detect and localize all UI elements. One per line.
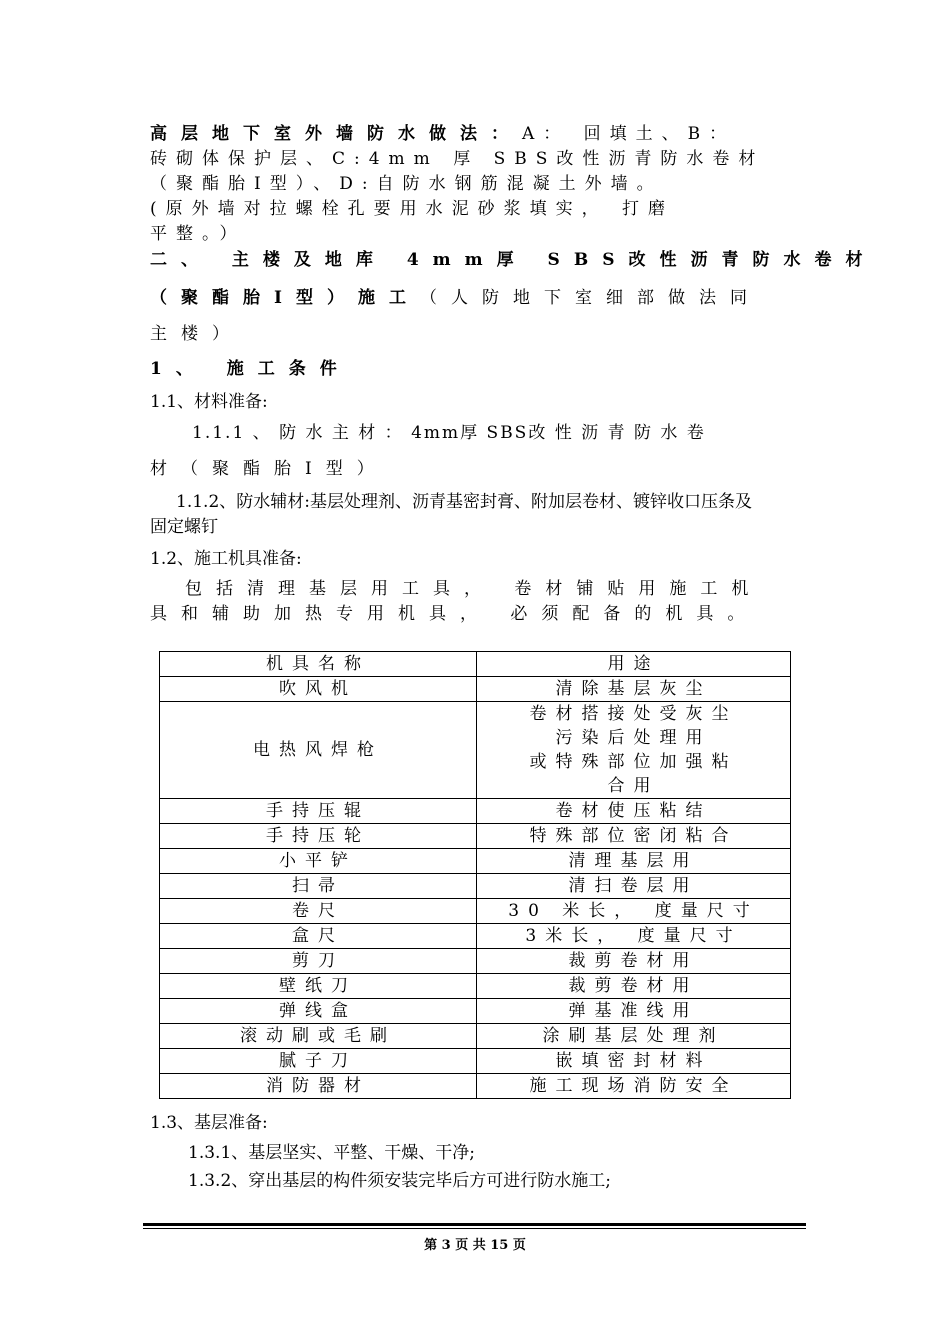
table-row (160, 799, 791, 824)
item-1-1-1-line-1: 1.1.1 、 防 水 主 材 ： 4mm厚 SBS改 性 沥 青 防 水 卷 (192, 423, 706, 443)
table-row (160, 1049, 791, 1074)
tool-use-cell: 30 米长， 度量尺寸 (477, 899, 791, 924)
table-row (160, 974, 791, 999)
tool-use-cell: 裁剪卷材用 (477, 974, 791, 999)
tool-name-cell: 消防器材 (160, 1074, 477, 1099)
intro-line-5: 平整。） (150, 224, 246, 244)
tool-name-cell: 吹风机 (160, 677, 477, 702)
tool-name-cell: 腻子刀 (160, 1049, 477, 1074)
tool-use-cell: 涂刷基层处理剂 (477, 1024, 791, 1049)
subsection-1-3: 1.3、基层准备: (150, 1113, 268, 1133)
table-row (160, 702, 791, 799)
subsection-1-1: 1.1、材料准备: (150, 392, 268, 412)
tool-use-line: 或特殊部位加强粘 (529, 752, 738, 772)
item-1-1-2-line-2: 固定螺钉 (150, 517, 218, 537)
intro-heading: 高层地下室外墙防水做法： (150, 124, 522, 144)
tool-use-cell: 卷材使压粘结 (477, 799, 791, 824)
table-row (160, 824, 791, 849)
tool-use-line: 合用 (607, 776, 660, 796)
footer-rule-thin (143, 1228, 806, 1229)
item-1-2-line-2: 具和辅助加热专用机具， 必须配备的机具。 (150, 604, 759, 624)
table-row (160, 1024, 791, 1049)
section-2-title-line-1: 二、 主楼及地库 4mm厚 SBS改性沥青防水卷材 (150, 250, 877, 270)
tool-name-cell: 壁纸刀 (160, 974, 477, 999)
tool-use-cell: 清除基层灰尘 (477, 677, 791, 702)
tool-name-cell: 手持压辊 (160, 799, 477, 824)
table-row (160, 949, 791, 974)
tool-use-cell: 3米长， 度量尺寸 (477, 924, 791, 949)
subsection-heading: 1、 施工条件 (150, 359, 351, 379)
intro-line-1: 高层地下室外墙防水做法：A： 回填土、B： (150, 124, 736, 144)
table-row (160, 1074, 791, 1099)
table-header-row (160, 652, 791, 677)
tools-table (159, 651, 791, 1099)
tool-use-line: 卷材搭接处受灰尘 (529, 704, 738, 724)
tool-name-cell: 小平铲 (160, 849, 477, 874)
tool-use-cell: 裁剪卷材用 (477, 949, 791, 974)
item-1-2-line-1: 包括清理基层用工具， 卷材铺贴用施工机 (185, 579, 763, 599)
subsection-1-2: 1.2、施工机具准备: (150, 549, 302, 569)
tool-use-line: 污染后处理用 (555, 728, 712, 748)
table-row (160, 849, 791, 874)
tool-name-cell: 扫帚 (160, 874, 477, 899)
tool-name-cell: 卷尺 (160, 899, 477, 924)
tool-use-cell (477, 702, 791, 799)
tool-name-cell: 电热风焊枪 (160, 702, 477, 799)
item-1-3-2: 1.3.2、穿出基层的构件须安装完毕后方可进行防水施工; (188, 1171, 611, 1191)
tool-use-cell: 清理基层用 (477, 849, 791, 874)
table-header-name: 机具名称 (160, 652, 477, 677)
tool-use-cell: 施工现场消防安全 (477, 1074, 791, 1099)
tool-name-cell: 盒尺 (160, 924, 477, 949)
intro-line-2: 砖砌体保护层、C:4mm 厚 SBS改性沥青防水卷材 (150, 149, 765, 169)
tool-name-cell: 滚动刷或毛刷 (160, 1024, 477, 1049)
table-row (160, 924, 791, 949)
section-2-title-line-3: 主楼） (150, 324, 243, 344)
tool-use-cell: 嵌填密封材料 (477, 1049, 791, 1074)
table-row (160, 899, 791, 924)
footer-rule-thick (143, 1223, 806, 1226)
tool-use-cell: 弹基准线用 (477, 999, 791, 1024)
table-row (160, 999, 791, 1024)
tool-name-cell: 剪刀 (160, 949, 477, 974)
table-header-use: 用途 (477, 652, 791, 677)
tool-name-cell: 手持压轮 (160, 824, 477, 849)
table-row (160, 677, 791, 702)
tool-name-cell: 弹线盒 (160, 999, 477, 1024)
intro-line-3: （聚酯胎Ⅰ型）、D:自防水钢筋混凝土外墙。 (150, 174, 663, 194)
tool-use-cell: 特殊部位密闭粘合 (477, 824, 791, 849)
item-1-1-1-line-2: 材（聚酯胎Ⅰ型） (150, 459, 388, 479)
intro-line-4: (原外墙对拉螺栓孔要用水泥砂浆填实， 打磨 (150, 199, 675, 219)
page-number: 第 3 页 共 15 页 (424, 1238, 526, 1253)
item-1-1-2-line-1: 1.1.2、防水辅材:基层处理剂、沥青基密封膏、附加层卷材、镀锌收口压条及 (176, 492, 752, 512)
table-row (160, 874, 791, 899)
item-1-3-1: 1.3.1、基层坚实、平整、干燥、干净; (188, 1143, 475, 1163)
tool-use-cell: 清扫卷层用 (477, 874, 791, 899)
section-2-title-line-2: （聚酯胎Ⅰ型）施工（人防地下室细部做法同 (150, 288, 761, 308)
